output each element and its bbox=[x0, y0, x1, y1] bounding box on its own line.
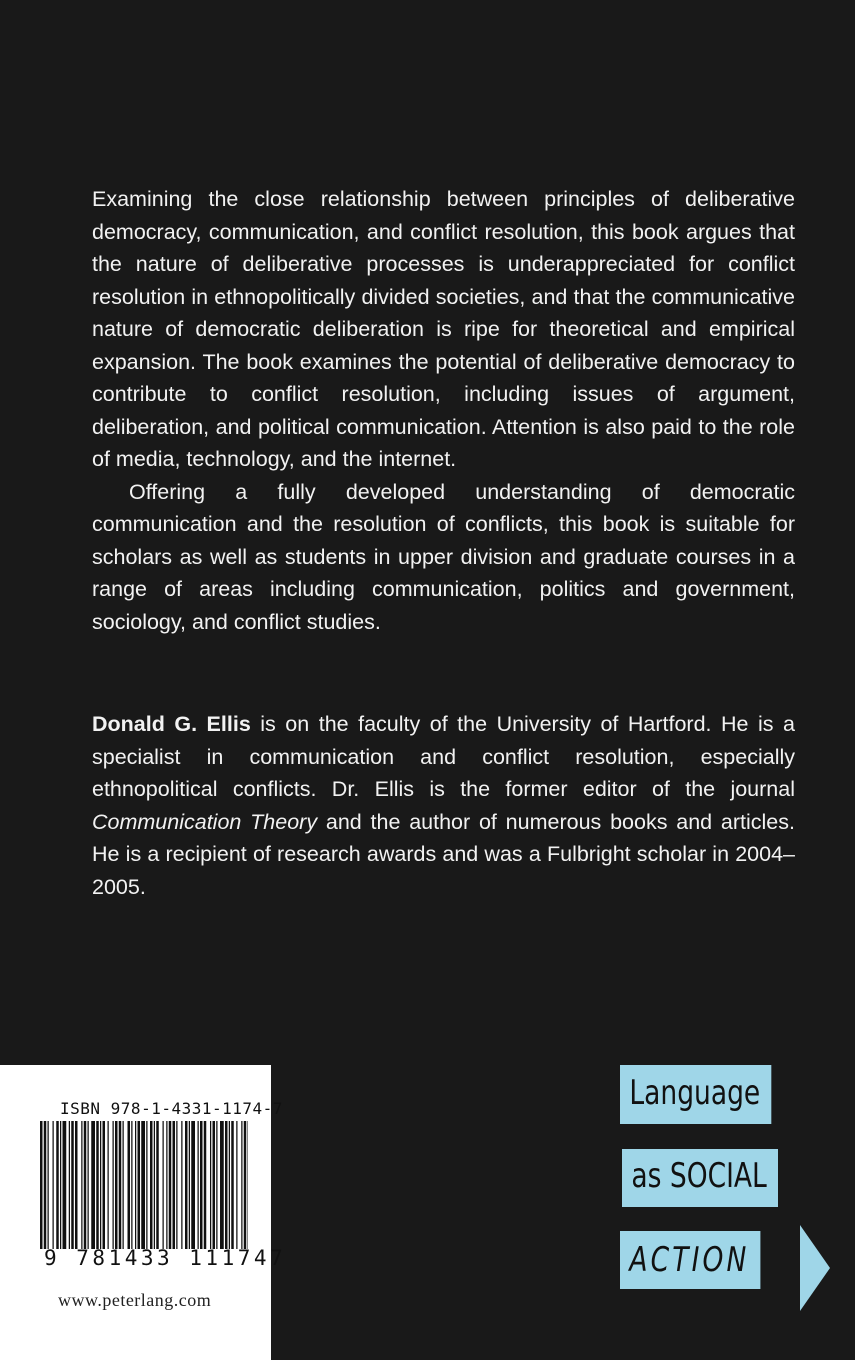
barcode-bar bbox=[236, 1121, 237, 1249]
author-bio-text-1: is on the faculty of the University of Hartford. He is a specialist in communication and conflict resolution, especially ethnopolitical conflicts. Dr. Ellis is the former editor of the journal bbox=[92, 712, 795, 801]
barcode-bar bbox=[244, 1121, 247, 1249]
journal-title: Communication Theory bbox=[92, 809, 318, 834]
barcode-bar bbox=[138, 1121, 141, 1249]
barcode-bar bbox=[198, 1121, 199, 1249]
barcode-bar bbox=[91, 1121, 95, 1249]
author-name: Donald G. Ellis bbox=[92, 712, 251, 736]
barcode-digits: 9 781433 111747 bbox=[44, 1246, 287, 1270]
author-bio-paragraph bbox=[92, 708, 795, 903]
barcode-bar bbox=[204, 1121, 207, 1249]
barcode-bar bbox=[141, 1121, 145, 1249]
barcode-bar bbox=[115, 1121, 118, 1249]
barcode-bars bbox=[40, 1121, 248, 1249]
publisher-website: www.peterlang.com bbox=[58, 1290, 212, 1310]
barcode-bar bbox=[44, 1121, 47, 1249]
barcode-bar bbox=[100, 1121, 101, 1249]
barcode-bar bbox=[169, 1121, 172, 1249]
barcode-bar bbox=[48, 1121, 49, 1249]
barcode-bar bbox=[71, 1121, 74, 1249]
barcode-bar bbox=[108, 1121, 109, 1249]
barcode-bar bbox=[96, 1121, 99, 1249]
barcode-bar bbox=[150, 1121, 153, 1249]
barcode-bar bbox=[229, 1121, 230, 1249]
description-paragraph-2: Offering a fully developed understanding of democratic communication and the resolution of conflicts, this book is suitable for scholars as well as students in upper division and graduate courses in a range of areas including communication, politics and government, sociology, and conflict studies. bbox=[92, 479, 795, 634]
barcode-bar bbox=[128, 1121, 131, 1249]
barcode-bar bbox=[69, 1121, 70, 1249]
barcode-bar bbox=[40, 1121, 43, 1249]
barcode-bar bbox=[56, 1121, 59, 1249]
book-description bbox=[92, 183, 795, 638]
barcode-bar bbox=[231, 1121, 234, 1249]
barcode-bar bbox=[75, 1121, 78, 1249]
barcode-bar bbox=[216, 1121, 217, 1249]
barcode-bar bbox=[166, 1121, 167, 1249]
description-paragraph-1: Examining the close relationship between principles of deliberative democracy, communication, and conflict resolution, this book argues that the nature of deliberative processes is underappreciated for conflict resolution in ethnopolitically divided societies, and that the communicative nature of democratic deliberation is ripe for theoretical and empirical expansion. The book examines the potential of deliberative democracy to contribute to conflict resolution, including issues of argument, deliberation, and political communication. Attention is also paid to the role of media, technology, and the internet. bbox=[92, 187, 795, 471]
author-bio bbox=[92, 708, 795, 903]
barcode-bar bbox=[181, 1121, 182, 1249]
barcode-bar bbox=[131, 1121, 132, 1249]
barcode-bar bbox=[60, 1121, 61, 1249]
barcode-bar bbox=[220, 1121, 224, 1249]
barcode-bar bbox=[84, 1121, 87, 1249]
barcode-bar bbox=[53, 1121, 54, 1249]
barcode-bar bbox=[225, 1121, 228, 1249]
barcode-bar bbox=[176, 1121, 177, 1249]
barcode-bar bbox=[173, 1121, 176, 1249]
isbn-label: ISBN 978-1-4331-1174-7 bbox=[60, 1099, 283, 1118]
barcode-bar bbox=[210, 1121, 211, 1249]
barcode-bar bbox=[63, 1121, 67, 1249]
author-bio-text-2: and the author of numerous books and articles. He is a recipient of research awards and was a Fulbright scholar in 2004–2005. bbox=[92, 809, 795, 899]
series-logo-line-2: as SOCIAL bbox=[622, 1149, 778, 1207]
barcode-bar bbox=[88, 1121, 89, 1249]
barcode-bar bbox=[156, 1121, 159, 1249]
barcode-bar bbox=[81, 1121, 82, 1249]
barcode-bar bbox=[163, 1121, 164, 1249]
barcode-bar bbox=[154, 1121, 155, 1249]
barcode-bar bbox=[241, 1121, 242, 1249]
barcode-bar bbox=[200, 1121, 203, 1249]
barcode-bar bbox=[113, 1121, 114, 1249]
barcode-bar bbox=[248, 1121, 249, 1249]
barcode-bar bbox=[123, 1121, 124, 1249]
barcode-bar bbox=[119, 1121, 122, 1249]
series-logo bbox=[620, 1065, 840, 1315]
barcode-bar bbox=[189, 1121, 190, 1249]
barcode-bar bbox=[146, 1121, 147, 1249]
barcode-bar bbox=[191, 1121, 195, 1249]
barcode-panel bbox=[0, 1065, 287, 1360]
series-logo-line-3: ACTION bbox=[620, 1231, 760, 1289]
barcode-bar bbox=[135, 1121, 136, 1249]
barcode-bar bbox=[103, 1121, 106, 1249]
barcode-bar bbox=[213, 1121, 216, 1249]
barcode-bar bbox=[185, 1121, 188, 1249]
series-logo-line-1: Language bbox=[620, 1065, 771, 1124]
